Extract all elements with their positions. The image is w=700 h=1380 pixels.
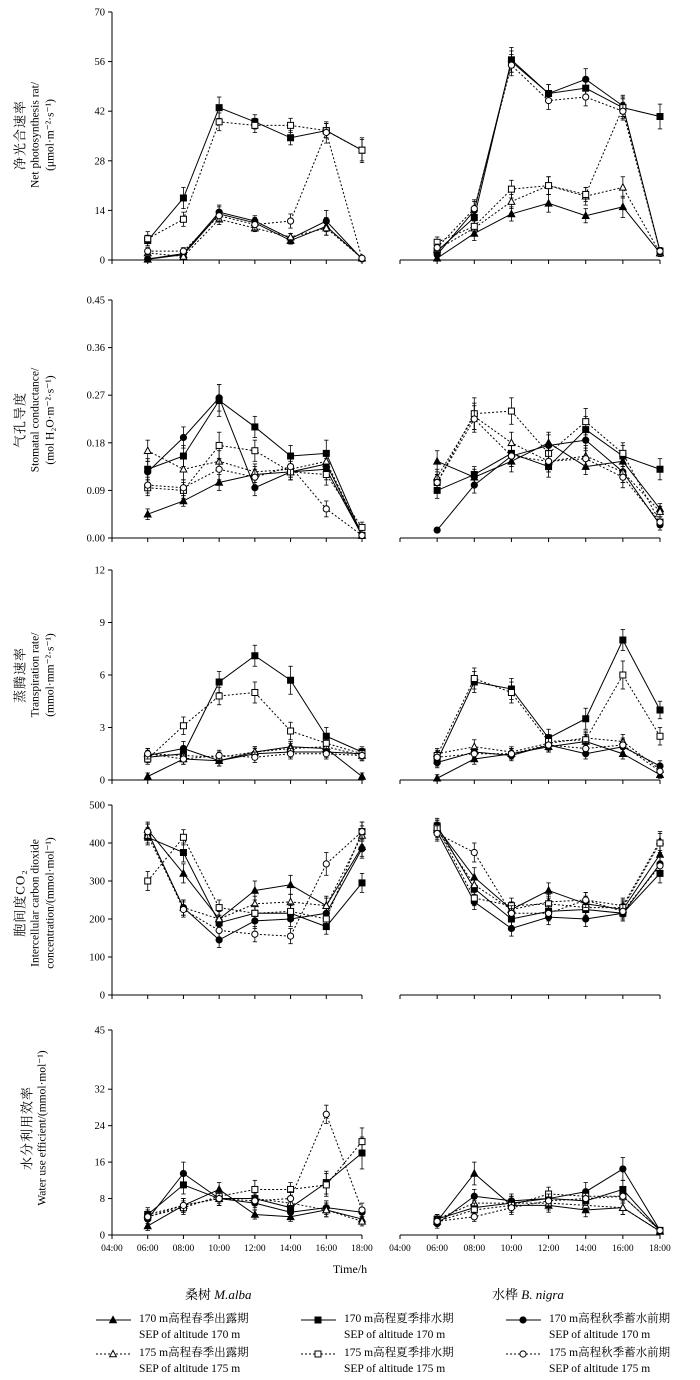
ylabel-cn-2: 蒸腾速率 [12, 646, 28, 704]
svg-text:18:00: 18:00 [649, 1244, 671, 1254]
legend-label-cn: 170 m高程夏季排水期 [344, 1313, 454, 1325]
ylabel-unit-1: (mol H₂O·m⁻²·s⁻¹) [44, 375, 57, 465]
svg-text:08:00: 08:00 [172, 1244, 195, 1254]
legend-label-en: SEP of altitude 175 m [549, 1362, 651, 1375]
ylabel-cn-1: 气孔导度 [12, 391, 28, 449]
legend-item [95, 1312, 249, 1343]
legend-item [300, 1312, 454, 1343]
svg-text:0.09: 0.09 [86, 485, 105, 497]
legend-marker-square-open [300, 1348, 340, 1360]
ylabel-unit-2: (mmol·mm⁻²·s⁻¹) [44, 633, 57, 717]
legend-label-cn: 170 m高程春季出露期 [139, 1313, 249, 1325]
svg-text:16: 16 [94, 1157, 105, 1169]
svg-text:14: 14 [94, 205, 105, 217]
species-left-cn: 桑树 [185, 1287, 212, 1302]
svg-text:06:00: 06:00 [426, 1244, 448, 1254]
legend-item [300, 1346, 454, 1377]
svg-text:04:00: 04:00 [389, 1244, 411, 1254]
svg-text:24: 24 [94, 1121, 105, 1133]
legend-label-en: SEP of altitude 170 m [344, 1328, 446, 1341]
svg-text:0.18: 0.18 [86, 438, 105, 450]
legend-label-en: SEP of altitude 170 m [139, 1328, 241, 1341]
ylabel-en-2: Transpiration rate/ [29, 632, 42, 718]
svg-text:32: 32 [94, 1084, 105, 1096]
species-left-sci: M.alba [214, 1287, 252, 1302]
svg-text:0: 0 [99, 775, 105, 787]
svg-text:10:00: 10:00 [208, 1244, 230, 1254]
xaxis-title: Time/h [332, 1262, 368, 1276]
svg-text:0.00: 0.00 [86, 533, 105, 545]
svg-text:0.27: 0.27 [86, 390, 105, 402]
svg-text:400: 400 [89, 838, 105, 850]
legend-marker-circle-filled [505, 1314, 545, 1326]
ylabel-en-4: Water use efficient/(mmol·mol⁻¹) [37, 1049, 49, 1206]
svg-text:14:00: 14:00 [574, 1244, 597, 1254]
legend-label-en: SEP of altitude 170 m [549, 1328, 651, 1341]
legend-label-en: SEP of altitude 175 m [344, 1362, 446, 1375]
svg-text:100: 100 [89, 952, 105, 964]
svg-text:16:00: 16:00 [612, 1244, 634, 1254]
species-label-right [492, 1284, 564, 1303]
ylabel-en-1: Stomatal conductance/ [29, 367, 42, 473]
svg-text:04:00: 04:00 [101, 1244, 123, 1254]
svg-text:18:00: 18:00 [351, 1244, 373, 1254]
legend-label-cn: 175 m高程春季出露期 [139, 1347, 249, 1359]
svg-text:8: 8 [99, 1194, 105, 1206]
legend-item [505, 1312, 670, 1343]
svg-text:0: 0 [99, 1230, 105, 1242]
legend-label-cn: 175 m高程秋季蓄水前期 [549, 1347, 671, 1359]
svg-text:06:00: 06:00 [136, 1244, 159, 1254]
ylabel-en-3: Intercellular carbon dioxide concentration/(mmol·mol⁻¹) [29, 836, 57, 969]
ylabel-cn-3: 胞间度CO₂ [12, 868, 28, 937]
legend-label-en: SEP of altitude 175 m [139, 1362, 241, 1375]
ylabel-en-0: Net photosynthesis rat/ [29, 81, 42, 189]
svg-text:12:00: 12:00 [244, 1244, 266, 1254]
species-label-left [185, 1284, 251, 1303]
svg-text:12: 12 [94, 565, 105, 577]
species-right-sci: B. nigra [521, 1287, 564, 1302]
svg-text:28: 28 [94, 156, 105, 168]
svg-text:12:00: 12:00 [537, 1244, 560, 1254]
svg-text:0.36: 0.36 [86, 343, 105, 355]
legend-marker-triangle-filled [95, 1314, 135, 1326]
svg-text:0: 0 [99, 990, 105, 1002]
legend-item [95, 1346, 249, 1377]
legend-marker-circle-open [505, 1348, 545, 1360]
species-right-cn: 水桦 [492, 1287, 519, 1302]
legend-label-cn: 170 m高程秋季蓄水前期 [549, 1313, 671, 1325]
legend-label-cn: 175 m高程夏季排水期 [344, 1347, 454, 1359]
svg-text:14:00: 14:00 [279, 1244, 302, 1254]
svg-text:08:00: 08:00 [463, 1244, 486, 1254]
svg-text:0: 0 [99, 255, 105, 267]
svg-text:42: 42 [94, 106, 105, 118]
svg-text:500: 500 [89, 800, 105, 812]
svg-text:9: 9 [99, 618, 105, 629]
svg-text:45: 45 [94, 1025, 105, 1037]
svg-text:300: 300 [89, 876, 105, 888]
svg-text:10:00: 10:00 [500, 1244, 523, 1254]
svg-text:70: 70 [94, 7, 105, 19]
svg-text:0.45: 0.45 [86, 295, 105, 307]
ylabel-unit-0: (μmol·m⁻²·s⁻¹) [44, 99, 57, 171]
svg-text:56: 56 [94, 57, 105, 69]
legend-marker-triangle-open [95, 1348, 135, 1360]
legend-marker-square-filled [300, 1314, 340, 1326]
ylabel-cn-0: 净光合速率 [12, 99, 28, 171]
svg-text:3: 3 [99, 723, 105, 734]
svg-text:16:00: 16:00 [315, 1244, 338, 1254]
legend-item [505, 1346, 670, 1377]
svg-text:6: 6 [99, 670, 105, 682]
svg-text:200: 200 [89, 914, 105, 926]
ylabel-cn-4: 水分利用效率 [19, 1085, 35, 1170]
